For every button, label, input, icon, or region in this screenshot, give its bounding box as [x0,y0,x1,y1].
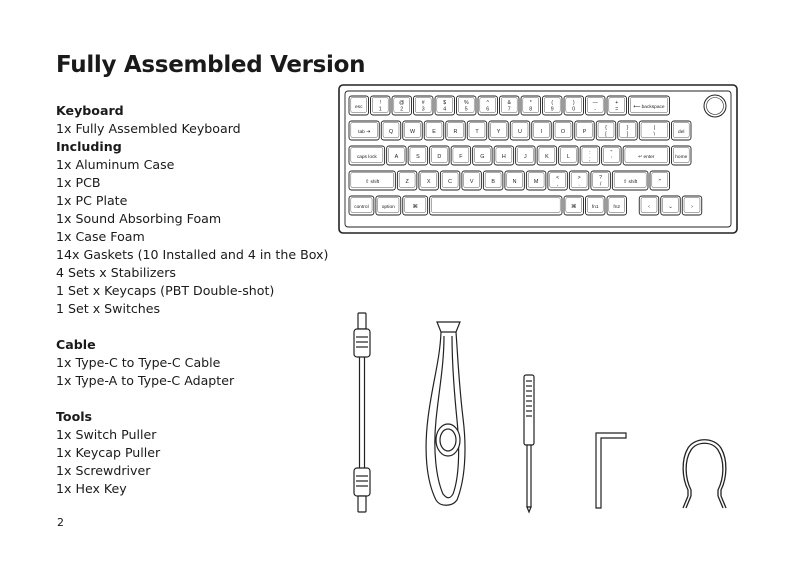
key-legend: & [507,100,511,106]
key-legend: ‹ [648,204,650,210]
key-fn2 [607,196,627,215]
key-r [446,121,466,140]
key-legend: M [533,179,539,185]
rotary-knob-icon [704,95,726,117]
key-legend: D [437,154,442,160]
key-caps-lock [349,146,385,165]
key-legend: ; [589,156,591,163]
list-item: 1x Case Foam [56,229,145,244]
key-legend: ⌃ [657,179,663,185]
list-item: 1 Set x Switches [56,301,161,316]
key-legend: ' [610,156,612,163]
key-t [467,121,487,140]
list-item: 1x Keycap Puller [56,445,161,460]
list-item: 1x Screwdriver [56,463,151,478]
key-legend: ↵ enter [638,155,655,160]
key- [414,96,434,115]
key-d [430,146,450,165]
list-item: 1 Set x Keycaps (PBT Double-shot) [56,283,275,298]
list-item: 1x Sound Absorbing Foam [56,211,222,226]
key-legend: * [529,100,532,106]
key-legend: \ [653,131,656,138]
key-u [510,121,530,140]
key-legend: [ [605,131,607,138]
key-legend: G [480,154,485,160]
key-esc [349,96,369,115]
key-legend: $ [443,100,447,106]
key- [478,96,498,115]
key-c [440,171,460,190]
key-shift [612,171,648,190]
key-w [403,121,423,140]
key-b [483,171,503,190]
list-item: 1x Aluminum Case [56,157,175,172]
keycap-puller-icon [683,440,726,508]
key-legend: ( [551,100,554,106]
section-heading-cable: Cable [56,337,96,352]
key-j [516,146,536,165]
page-title: Fully Assembled Version [56,52,366,78]
list-item: 1x PCB [56,175,101,190]
key-i [532,121,552,140]
list-item: 1x Type-A to Type-C Adapter [56,373,235,388]
hex-key-icon [596,433,626,508]
key-legend: 4 [443,106,447,113]
key-legend: S [416,154,420,160]
key-tab [349,121,379,140]
key- [650,171,670,190]
key- [543,96,563,115]
key- [435,96,455,115]
key-legend: del [678,130,685,135]
key- [548,171,568,190]
key-legend: B [491,179,495,185]
key- [596,121,616,140]
key-legend: home [675,155,688,160]
key-legend: — [592,100,598,106]
key-legend: ! [379,100,381,106]
key- [607,96,627,115]
key-legend: ⟵ backspace [633,105,665,110]
key- [500,96,520,115]
key-legend: < [556,175,560,181]
key-legend: T [475,129,479,135]
key-home [672,146,692,165]
key-legend: ] [626,131,629,138]
key-legend: X [426,179,431,185]
key-legend: - [594,106,597,113]
key-legend: ⇧ shift [623,180,638,185]
key-f [451,146,471,165]
key-shift [349,171,395,190]
key-legend: R [453,129,458,135]
key-p [575,121,595,140]
key-legend: / [599,181,602,188]
key- [457,96,477,115]
key-legend: 1 [378,106,382,113]
key-legend: > [577,175,581,181]
key- [392,96,412,115]
key-legend: esc [355,105,363,110]
key-legend: ^ [486,100,489,106]
list-item: 1x Switch Puller [56,427,157,442]
key-m [526,171,546,190]
list-item: 1x PC Plate [56,193,128,208]
key-del [672,121,692,140]
key-option [376,196,401,215]
key-legend: = [615,106,619,113]
key-legend: C [448,179,453,185]
key-legend: " [610,150,613,156]
key-legend: fn2 [613,205,621,210]
key- [521,96,541,115]
key-legend: O [560,129,566,135]
key-o [553,121,573,140]
section-heading-tools: Tools [56,409,93,424]
key-legend: Z [405,179,409,185]
key-v [462,171,482,190]
key-y [489,121,509,140]
key-fn1 [586,196,606,215]
key- [371,96,391,115]
type-c-cable-icon [354,313,370,512]
key-legend: ⇧ shift [365,180,380,185]
key-legend: › [691,204,693,210]
key-legend: caps lock [356,155,377,160]
key-legend: + [615,100,619,106]
key-legend: , [556,181,559,188]
key- [586,96,606,115]
key-legend: 8 [529,106,533,113]
subheading-including: Including [56,139,122,154]
key-legend: 2 [400,106,404,113]
key- [403,196,428,215]
key-legend: @ [399,100,405,106]
screwdriver-icon [524,375,534,512]
list-item: 1x Type-C to Type-C Cable [56,355,221,370]
key-legend: . [578,181,580,188]
key-q [381,121,401,140]
key- [564,96,584,115]
key-backspace [629,96,670,115]
key-legend: H [501,154,506,160]
key-legend: ⌘ [412,204,418,210]
key-legend: F [459,154,463,160]
key-legend: W [409,129,416,135]
key-legend: Q [388,129,394,135]
key-legend: I [540,129,543,135]
section-heading-keyboard: Keyboard [56,103,124,118]
key-legend: K [545,154,549,160]
key-space [430,196,562,215]
key-x [419,171,439,190]
key- [580,146,600,165]
key-legend: ? [599,175,603,181]
key-legend: 3 [421,106,425,113]
key-legend: : [589,150,591,156]
key-legend: % [463,100,469,106]
key-e [424,121,444,140]
key-legend: A [394,154,399,160]
key-legend: control [354,205,369,210]
page-number: 2 [57,516,64,529]
key-legend: # [421,100,425,106]
key- [682,196,702,215]
key-legend: E [432,129,436,135]
key- [639,121,669,140]
key-legend: tab ⇥ [358,130,371,135]
key- [569,171,589,190]
list-item: 14x Gaskets (10 Installed and 4 in the Box) [56,247,329,262]
key-legend: 5 [464,106,468,113]
key-n [505,171,525,190]
list-item: 4 Sets x Stabilizers [56,265,176,280]
key-legend: P [582,129,587,135]
key- [591,171,611,190]
key-legend: Y [496,129,501,135]
key-legend: option [381,205,395,210]
key-enter [623,146,669,165]
key-legend: 6 [486,106,490,113]
key-legend: ) [572,100,575,106]
key-legend: J [524,154,527,160]
key-a [387,146,407,165]
list-item: 1x Fully Assembled Keyboard [56,121,241,136]
key-l [559,146,579,165]
key-legend: } [626,125,629,131]
key-legend: ⌘ [571,204,577,210]
key-s [408,146,428,165]
key- [639,196,659,215]
key-legend: V [469,179,474,185]
key-g [473,146,493,165]
key- [602,146,622,165]
key- [564,196,584,215]
switch-puller-icon [426,322,465,505]
key-z [397,171,417,190]
list-item: 1x Hex Key [56,481,127,496]
key-legend: L [566,154,570,160]
key-legend: 7 [507,106,511,113]
keyboard-illustration [339,85,737,233]
key-k [537,146,557,165]
key-control [349,196,374,215]
key- [618,121,638,140]
key-legend: fn1 [591,205,599,210]
key-legend: | [653,125,656,131]
key-legend: 9 [550,106,554,113]
key-legend: ⌄ [668,204,673,210]
key-legend: 0 [572,106,576,113]
key- [661,196,681,215]
key-h [494,146,514,165]
key-legend: N [512,179,517,185]
key-legend: { [605,125,607,131]
key-legend: U [518,129,522,135]
